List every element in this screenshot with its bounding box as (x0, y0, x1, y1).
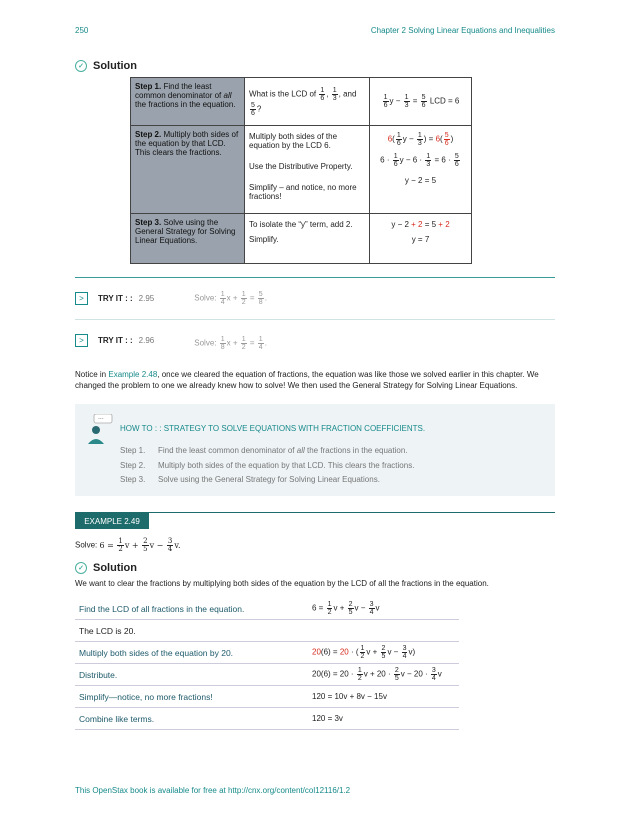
solution-heading (75, 60, 137, 72)
step-2-math: 6( $\frac{1}{6}$ y − $\frac{1}{3}$ ) = 6( $\frac{5}{6}$ ) 6 · $\frac{1}{6}$ y − 6 · $\frac{1}{3}$ = 6 · $\frac{5}{6}$ y − 2 = 5 (370, 126, 472, 214)
svg-text:···: ··· (98, 416, 104, 423)
solution-steps-table (130, 77, 472, 264)
table-row: Distribute. 20(6) = 20 · $\frac{1}{2}$ v + 20 · $\frac{2}{5}$ v − 20 · $\frac{3}{4}$ v (75, 664, 459, 686)
teacher-icon (86, 414, 114, 444)
check-circle-icon: ✓ (75, 562, 87, 574)
howto-step: Step 1. Find the least common denominator of all the fractions in the equation. (120, 446, 408, 455)
table-row: The LCD is 20. (75, 620, 459, 642)
chapter-title: Chapter 2 Solving Linear Equations and Inequalities (370, 26, 555, 35)
table-row: Simplify—notice, no more fractions! 120 = 10v + 8v − 15v (75, 686, 459, 708)
step-2-actions: Multiply both sides of the equation by the LCD 6. Use the Distributive Property. Simplify – and notice, no more fractions! (245, 126, 370, 214)
step-1-cell: Step 1. Find the least common denominator of all the fractions in the equation. (131, 78, 245, 126)
step-3-math: y − 2 + 2 = 5 + 2 y = 7 (370, 214, 472, 264)
example-intro: We want to clear the fractions by multiplying both sides of the equation by the LCD of all the fractions in the equation. (75, 579, 489, 588)
try-it-2-96: > TRY IT : : 2.96 Solve: $\frac{1}{8}$ x + $\frac{1}{2}$ = $\frac{1}{4}$ . (75, 328, 555, 352)
check-circle-icon: ✓ (75, 60, 87, 72)
step-2-cell: Step 2. Multiply both sides of the equation by that LCD. This clears the fractions. (131, 126, 245, 214)
footer-note: This OpenStax book is available for free at http://cnx.org/content/col12116/1.2 (75, 786, 351, 795)
example-banner: EXAMPLE 2.49 (75, 513, 149, 529)
step-1-action: What is the LCD of $\frac{1}{6}$ , $\frac{1}{3}$ , and $\frac{5}{6}$ ? (245, 78, 370, 126)
try-it-2-95: > TRY IT : : 2.95 Solve: $\frac{1}{4}$ x + $\frac{1}{2}$ = $\frac{5}{8}$ . (75, 286, 555, 310)
table-row: Find the LCD of all fractions in the equation. 6 = $\frac{1}{2}$ v + $\frac{2}{5}$ v − $\frac{3}{4}$ v (75, 598, 459, 620)
chevron-right-icon[interactable]: > (75, 334, 88, 347)
table-row: Multiply both sides of the equation by 20. 20(6) = 20 · ( $\frac{1}{2}$ v + $\frac{2}{5}$ v − $\frac{3}{4}$ v) (75, 642, 459, 664)
divider (75, 319, 555, 320)
solution-label: Solution (93, 562, 137, 574)
step-1-math: $\frac{1}{6}$ y − $\frac{1}{3}$ = $\frac{5}{6}$ LCD = 6 (370, 78, 472, 126)
solution-label: Solution (93, 60, 137, 72)
table-row: Combine like terms. 120 = 3v (75, 708, 459, 730)
example-link[interactable]: Example 2.48 (108, 370, 158, 379)
notice-paragraph: Notice in Example 2.48, once we cleared the equation of fractions, the equation was like those we solved earlier in this chapter. We changed the problem to one we already knew how to solve! We then used the General Strategy for Solving Linear Equations. (75, 370, 539, 390)
howto-step: Step 3. Solve using the General Strategy for Solving Linear Equations. (120, 475, 380, 484)
step-3-actions: To isolate the “y” term, add 2. Simplify. (245, 214, 370, 264)
howto-step: Step 2. Multiply both sides of the equation by that LCD. This clears the fractions. (120, 461, 415, 470)
example-problem: Solve: 6 = $\frac{1}{2}$ v + $\frac{2}{5}$ v − $\frac{3}{4}$ v. (75, 537, 181, 553)
solution-heading (75, 562, 137, 574)
step-3-cell: Step 3. Solve using the General Strategy for Solving Linear Equations. (131, 214, 245, 264)
example-steps-table (75, 598, 459, 730)
page-number: 250 (75, 26, 89, 35)
howto-title: HOW TO : : STRATEGY TO SOLVE EQUATIONS WITH FRACTION COEFFICIENTS. (120, 424, 426, 433)
divider (75, 277, 555, 278)
chevron-right-icon[interactable]: > (75, 292, 88, 305)
